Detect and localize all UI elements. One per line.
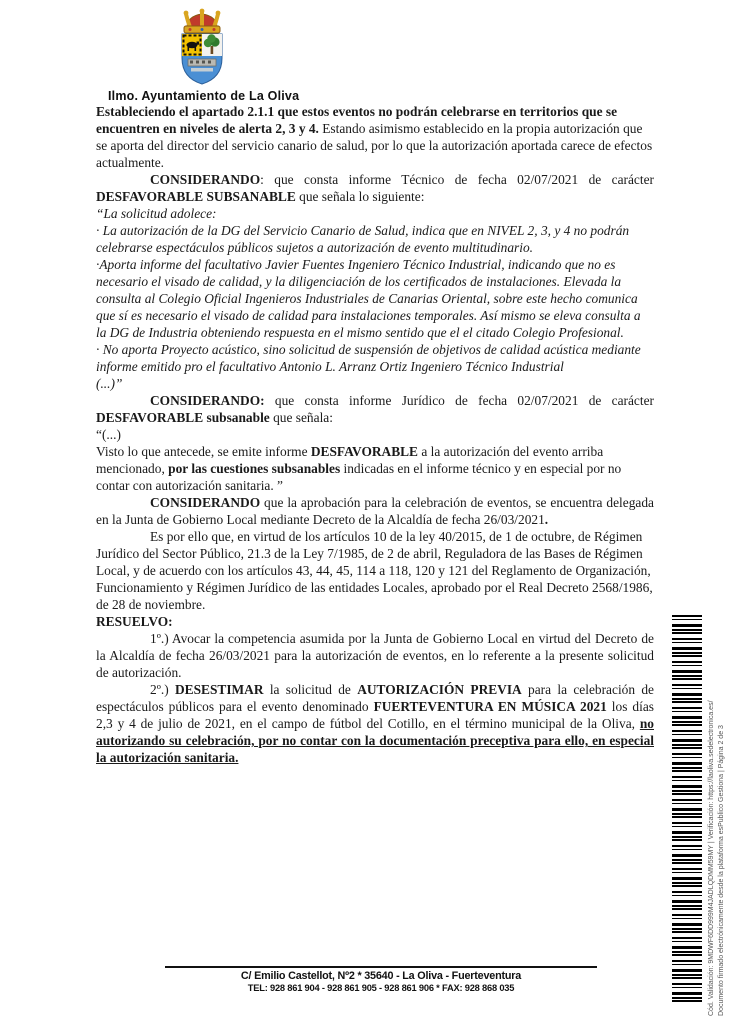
text-run: la solicitud de <box>263 682 358 697</box>
bold-run: CONSIDERANDO <box>150 495 261 510</box>
organization-name: Ilmo. Ayuntamiento de La Oliva <box>108 89 300 103</box>
paragraph-considerando-delegacion <box>96 494 654 528</box>
bold-run: DESFAVORABLE subsanable <box>96 410 270 425</box>
paragraph-quote-open: “La solicitud adolece: <box>96 206 217 221</box>
signature-platform-line: Documento firmado electrónicamente desde la plataforma esPublico Gestiona | Página 2 de 3 <box>718 725 725 1016</box>
bold-run: Estableciendo el apartado 2.1.1 que estos eventos no podrán celebrarse en territorios que se encuentren en niveles de alerta 2, 3 y 4. <box>96 104 618 136</box>
la-oliva-coat-of-arms-icon <box>174 8 230 86</box>
text-run: que consta informe Jurídico de fecha 02/07/2021 de carácter <box>264 393 654 408</box>
resuelvo-heading: RESUELVO: <box>96 614 173 629</box>
quote-line: · La autorización de la DG del Servicio Canario de Salud, indica que en NIVEL 2, 3, y 4 no podrán celebrarse espectáculos públicos sujetos a autorización de evento multitudinario. <box>96 223 630 255</box>
verification-sidebar <box>707 616 727 1016</box>
bold-run: . <box>544 512 549 527</box>
barcode-icon <box>672 615 702 1003</box>
text-run: a la autorización del evento arriba mencionado, <box>96 444 604 476</box>
quote-line: · No aporta Proyecto acústico, sino solicitud de suspensión de objetivos de calidad acústica mediante informe emitido pro el facultativo Antonio L. Arranz Ortiz Ingeniero Técnico Industrial <box>96 342 641 374</box>
text-run: Visto lo que antecede, se emite informe <box>96 444 311 459</box>
bold-run: DESFAVORABLE <box>310 444 418 459</box>
text-run: 2º.) <box>150 682 175 697</box>
paragraph-estableciendo <box>96 103 654 171</box>
bold-run: por las cuestiones subsanables <box>168 461 341 476</box>
footer-address: C/ Emilio Castellot, Nº2 * 35640 - La Oliva - Fuerteventura <box>240 970 522 982</box>
bold-run: FUERTEVENTURA EN MÚSICA 2021 <box>373 699 607 714</box>
quote-line: ·Aporta informe del facultativo Javier Fuentes Ingeniero Técnico Industrial, indicando que no es necesario el visado de calidad, y la diligenciación de los certificados de instalaciones. Elevada la consulta al Colegio Oficial Ingenieros Industriales de Canarias Oriental, sobre este hecho comunica que sí es necesario el visado de calidad para instalaciones temporales. Así mismo se eleva consulta a la DG de Industria obteniendo respuesta en el mismo sentido que el el citado Colegio Profesional. <box>96 257 641 340</box>
bold-underline-run: no autorizando su celebración, por no contar con la documentación preceptiva para ello, en especial la autorización sanitaria. <box>96 716 654 765</box>
paragraph-informe-tecnico-quote <box>96 222 654 392</box>
text-run: que la aprobación para la celebración de eventos, se encuentra delegada en la Junta de Gobierno Local mediante Decreto de la Alcaldía de fecha 26/03/2021 <box>96 495 654 527</box>
footer-phones: TEL: 928 861 904 - 928 861 905 - 928 861 906 * FAX: 928 868 035 <box>247 983 515 993</box>
bold-run: CONSIDERANDO <box>150 172 261 187</box>
bold-run: CONSIDERANDO: <box>150 393 265 408</box>
paragraph-ellipsis: “(...) <box>96 427 121 442</box>
document-content <box>96 8 654 766</box>
text-run: indicadas en el informe técnico y en especial por no contar con autorización sanitaria. ” <box>96 461 622 493</box>
text-run: que señala: <box>269 410 333 425</box>
paragraph-considerando-tecnico <box>96 171 654 205</box>
paragraph-visto <box>96 443 654 494</box>
quote-line: (...)” <box>96 376 123 391</box>
validation-code-line: Cód. Validación: 9MDWF6DD999M4JADLQDMM59MY | Verificación: https://laoliva.sedelectronica.es/ <box>708 700 715 1016</box>
text-run: Estando asimismo establecido en la propia autorización que se aporta del director del servicio canario de salud, por lo que la autorización aportada carece de efectos actualmente. <box>96 121 653 170</box>
paragraph-considerando-juridico <box>96 392 654 426</box>
paragraph-resolucion-2 <box>96 681 654 766</box>
page-footer <box>165 966 597 993</box>
bold-run: DESFAVORABLE SUBSANABLE <box>96 189 296 204</box>
bold-run: DESESTIMAR <box>174 682 264 697</box>
text-run: : que consta informe Técnico de fecha 02/07/2021 de carácter <box>260 172 654 187</box>
text-run: para la celebración de espectáculos públicos para el evento denominado <box>96 682 655 714</box>
text-run: que señala lo siguiente: <box>295 189 425 204</box>
paragraph-resolucion-1: 1º.) Avocar la competencia asumida por la Junta de Gobierno Local en virtud del Decreto de la Alcaldía de fecha 26/03/2021 para la autorización de eventos, en lo referente a la presente solicitud de autorización. <box>96 631 654 680</box>
paragraph-es-por-ello: Es por ello que, en virtud de los artículos 10 de la ley 40/2015, de 1 de octubre, de Régimen Jurídico del Sector Público, 21.3 de la Ley 7/1985, de 2 de abril, Reguladora de las Bases de Régimen Local, y de acuerdo con los artículos 43, 44, 45, 114 a 118, 120 y 121 del Reglamento de Organización, Funcionamiento y Régimen Jurídico de las entidades Locales, aprobado por el Real Decreto 2568/1986, de 28 de noviembre. <box>96 529 653 612</box>
text-run: los días 2,3 y 4 de julio de 2021, en el campo de fútbol del Cotillo, en el término municipal de la Oliva, <box>96 699 654 731</box>
bold-run: AUTORIZACIÓN PREVIA <box>357 682 522 697</box>
